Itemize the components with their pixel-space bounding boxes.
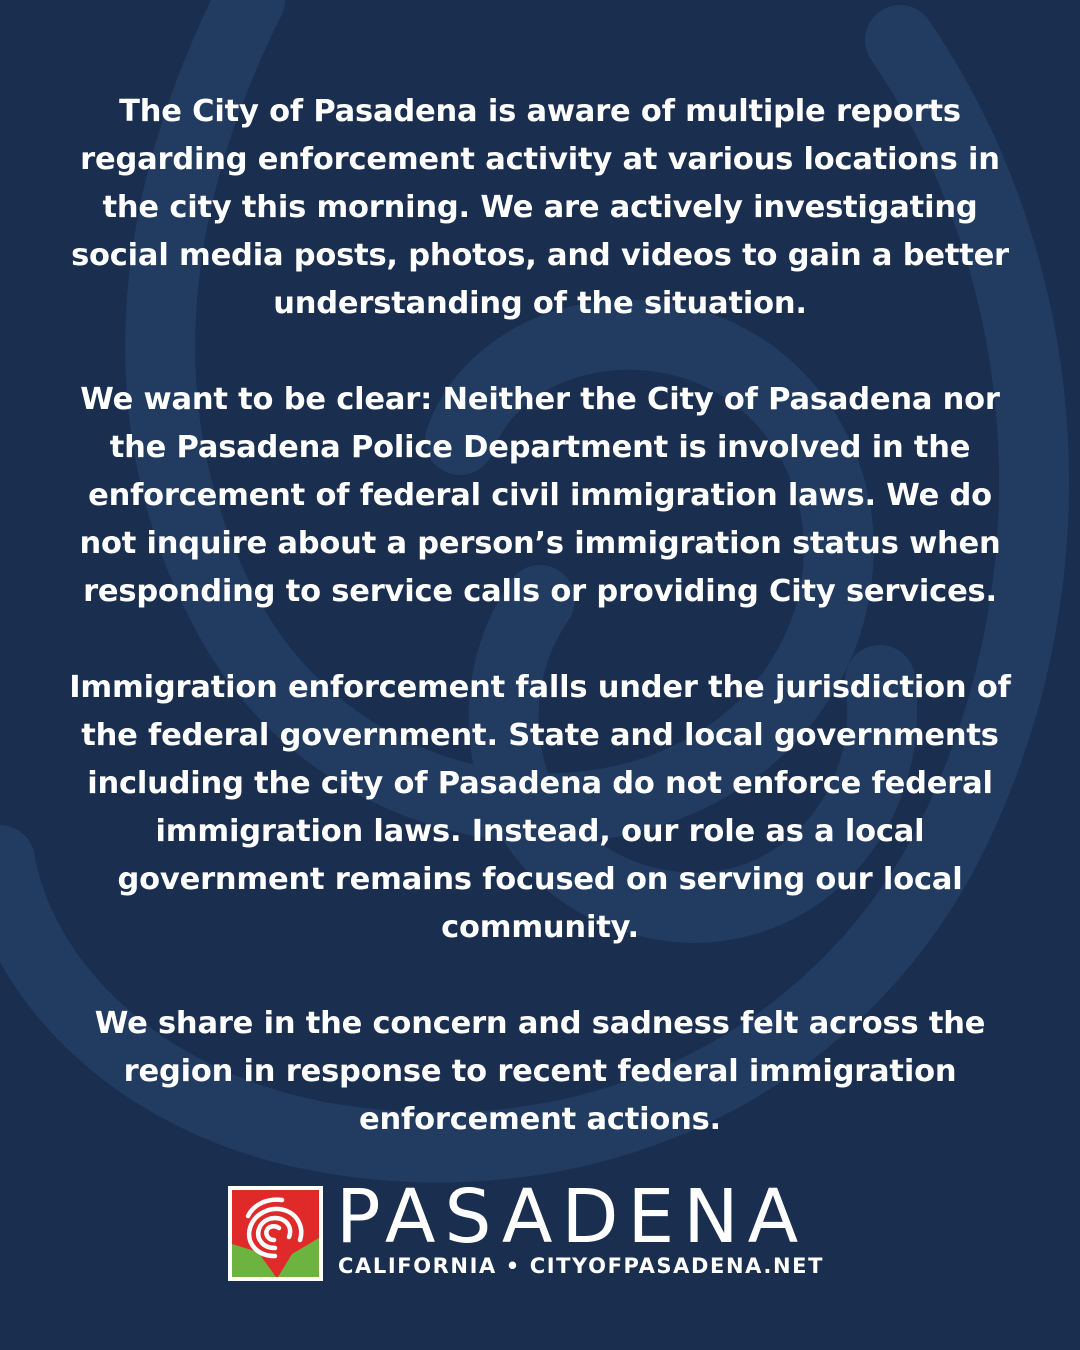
statement bbox=[60, 88, 1020, 1144]
rose-icon bbox=[228, 1186, 323, 1281]
statement-paragraph-2: We want to be clear: Neither the City of Pasadena nor the Pasadena Police Department is involved in the enforcement of federal civil immigration laws. We do not inquire about a person’s immigration status when responding to service calls or providing City services. bbox=[79, 382, 1001, 609]
statement-paragraph-3: Immigration enforcement falls under the jurisdiction of the federal government. State and local governments including the city of Pasadena do not enforce federal immigration laws. Instead, our role as a local government remains focused on serving our local community. bbox=[69, 670, 1011, 945]
logo-tagline: CALIFORNIA • CITYOFPASADENA.NET bbox=[338, 1254, 825, 1278]
statement-paragraph-4: We share in the concern and sadness felt across the region in response to recent federal immigration enforcement actions. bbox=[94, 1006, 986, 1137]
statement-paragraph-1: The City of Pasadena is aware of multiple reports regarding enforcement activity at various locations in the city this morning. We are actively investigating social media posts, photos, and videos to gain a better understanding of the situation. bbox=[71, 94, 1009, 321]
pasadena-logo bbox=[228, 1174, 868, 1281]
logo-wordmark: PASADENA bbox=[336, 1174, 808, 1260]
